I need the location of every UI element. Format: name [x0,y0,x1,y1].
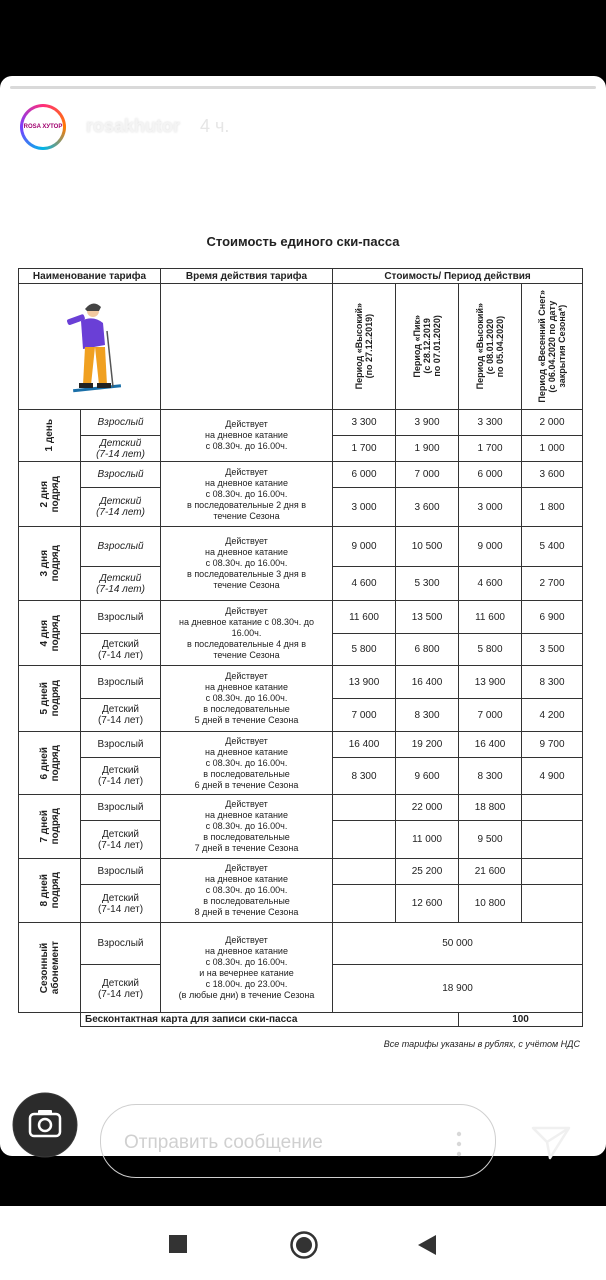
price-adult-4-4 [522,601,583,634]
price-child-7-4 [522,821,583,859]
price-child-4-4-text: 3 500 [539,644,565,655]
season-price-child-text: 18 900 [442,983,473,994]
table-row [19,859,583,885]
price-child-5-4-text: 4 200 [539,709,565,721]
price-table [18,268,583,1027]
price-child-2-2-text: 3 600 [414,501,440,513]
price-child-3-1-text: 4 600 [351,578,377,589]
type-adult-4-text: Взрослый [97,611,144,623]
table-row [19,732,583,758]
price-child-2-3 [459,488,522,527]
price-child-5-2 [396,699,459,732]
price-adult-6-4 [522,732,583,758]
tariff-name-8-text: 8 дней подряд [38,872,61,909]
price-child-2-1 [333,488,396,527]
season-type-adult-text: Взрослый [97,938,144,949]
type-adult-7-text: Взрослый [97,802,144,813]
tariff-name-3-text: 3 дня подряд [38,545,61,582]
price-child-7-1 [333,821,396,859]
tariff-desc-3 [161,527,333,601]
price-child-8-1 [333,885,396,923]
table-row [19,923,583,965]
type-child-7-text: Детский (7-14 лет) [97,828,144,851]
type-adult-8 [81,859,161,885]
price-child-1-4-text: 1 000 [539,443,565,454]
tariff-desc-7 [161,795,333,859]
price-adult-6-2-text: 19 200 [411,739,443,750]
price-child-6-1-text: 8 300 [351,770,377,782]
tariff-desc-3-text: Действует на дневное катание с 08.30ч. до 16.00ч. в последовательные 3 дня в течение Сезона [187,536,306,590]
price-adult-8-3 [459,859,522,885]
tariff-name-8 [19,859,81,923]
type-adult-7 [81,795,161,821]
card-price [459,1013,583,1027]
price-adult-7-3 [459,795,522,821]
price-child-3-4 [522,567,583,601]
price-child-5-1-text: 7 000 [351,709,377,721]
more-vertical-icon[interactable] [456,1130,462,1158]
price-adult-1-4 [522,410,583,436]
story-progress-bar [10,86,596,89]
price-child-4-2 [396,634,459,666]
price-adult-5-4-text: 8 300 [539,676,565,688]
table-row [19,462,583,488]
type-child-2 [81,488,161,527]
tariff-name-6 [19,732,81,795]
price-adult-1-3-text: 3 300 [477,417,503,428]
card-empty-cell [19,1013,81,1027]
tariff-desc-1 [161,410,333,462]
price-adult-2-1 [333,462,396,488]
tariff-name-3 [19,527,81,601]
tariff-desc-6 [161,732,333,795]
price-adult-6-3 [459,732,522,758]
price-child-8-3-text: 10 800 [474,898,506,909]
price-adult-1-1 [333,410,396,436]
price-child-3-1 [333,567,396,601]
message-placeholder: Отправить сообщение [124,1132,323,1153]
price-adult-6-4-text: 9 700 [539,739,565,750]
tariff-name-4-text: 4 дня подряд [38,614,61,652]
price-child-1-1 [333,436,396,462]
price-child-8-2 [396,885,459,923]
price-child-6-2 [396,758,459,795]
type-child-7 [81,821,161,859]
skier-illustration-cell [19,284,161,410]
type-child-6 [81,758,161,795]
price-adult-3-3 [459,527,522,567]
price-child-4-1-text: 5 800 [351,644,377,655]
tariff-desc-8-text: Действует на дневное катание с 08.30ч. до 16.00ч. в последовательные 8 дней в течение Сезона [194,863,299,917]
price-adult-8-1 [333,859,396,885]
price-adult-1-3 [459,410,522,436]
price-child-5-3 [459,699,522,732]
type-child-3 [81,567,161,601]
price-child-5-3-text: 7 000 [477,709,503,721]
price-child-5-4 [522,699,583,732]
price-adult-7-1 [333,795,396,821]
price-adult-2-3-text: 6 000 [477,469,503,480]
season-name-text: Сезонный абонемент [38,940,61,995]
tariff-desc-8 [161,859,333,923]
price-adult-5-1-text: 13 900 [348,676,380,688]
tariff-name-2-text: 2 дня подряд [38,475,61,513]
price-adult-8-2 [396,859,459,885]
type-adult-3 [81,527,161,567]
type-child-5 [81,699,161,732]
price-adult-8-4 [522,859,583,885]
season-type-child-text: Детский (7-14 лет) [97,977,144,1000]
header-cost: Стоимость/ Период действия [333,269,583,284]
price-adult-8-3-text: 21 600 [474,866,506,877]
price-child-4-4 [522,634,583,666]
tariff-name-4 [19,601,81,666]
tariff-name-7 [19,795,81,859]
price-adult-1-1-text: 3 300 [351,417,377,428]
type-child-1 [81,436,161,462]
price-adult-6-2 [396,732,459,758]
circle-home-icon[interactable] [289,1230,319,1260]
type-adult-5 [81,666,161,699]
type-adult-5-text: Взрослый [97,676,144,688]
price-child-7-3-text: 9 500 [477,834,503,845]
price-adult-5-2 [396,666,459,699]
price-child-2-2 [396,488,459,527]
skier-icon [55,295,125,395]
season-name [19,923,81,1013]
price-child-2-1-text: 3 000 [351,501,377,513]
type-adult-2-text: Взрослый [97,469,144,480]
table-row [19,601,583,634]
type-child-4-text: Детский (7-14 лет) [97,638,144,661]
price-child-7-2 [396,821,459,859]
price-child-4-3-text: 5 800 [477,644,503,655]
price-adult-4-2-text: 13 500 [411,611,443,623]
price-adult-4-2 [396,601,459,634]
price-child-1-2 [396,436,459,462]
price-adult-2-2 [396,462,459,488]
period-1-label: Период «Высокий» (по 27.12.2019) [354,303,375,390]
price-adult-5-4 [522,666,583,699]
price-child-6-3 [459,758,522,795]
type-child-6-text: Детский (7-14 лет) [97,765,144,787]
price-adult-3-3-text: 9 000 [477,541,503,552]
price-child-4-2-text: 6 800 [414,644,440,655]
type-adult-4 [81,601,161,634]
price-child-7-2-text: 11 000 [412,834,442,845]
table-row [19,795,583,821]
type-child-1-text: Детский (7-14 лет) [96,437,145,460]
period-3-label: Период «Высокий» (с 08.01.2020 по 05.04.2020) [475,303,506,390]
price-child-8-4 [522,885,583,923]
camera-icon [10,1090,80,1160]
price-adult-3-2 [396,527,459,567]
price-child-1-3-text: 1 700 [477,443,503,454]
price-adult-5-2-text: 16 400 [411,676,443,688]
type-adult-3-text: Взрослый [97,541,144,552]
avatar-logo [23,107,63,147]
square-recents-icon[interactable] [168,1234,188,1254]
type-child-5-text: Детский (7-14 лет) [97,704,144,726]
type-adult-1 [81,410,161,436]
price-child-6-3-text: 8 300 [477,770,503,782]
card-price-text: 100 [512,1014,529,1025]
price-adult-4-1 [333,601,396,634]
price-adult-4-1-text: 11 600 [349,611,379,623]
price-child-3-3-text: 4 600 [477,578,503,589]
tariff-name-5 [19,666,81,732]
price-adult-1-2-text: 3 900 [414,417,440,428]
price-adult-2-4-text: 3 600 [539,469,565,480]
tariff-name-1 [19,410,81,462]
price-child-3-3 [459,567,522,601]
table-row [19,666,583,699]
price-child-6-4-text: 4 900 [539,770,565,782]
price-child-6-1 [333,758,396,795]
tariff-name-5-text: 5 дней подряд [38,680,61,717]
header-tariff: Наименование тарифа [19,269,161,284]
price-child-3-2-text: 5 300 [414,578,440,589]
price-child-6-4 [522,758,583,795]
period-header-row [19,284,583,410]
season-type-adult [81,923,161,965]
price-adult-2-4 [522,462,583,488]
tariff-desc-4 [161,601,333,666]
card-label [81,1013,459,1027]
price-adult-2-1-text: 6 000 [351,469,377,480]
tariff-desc-5 [161,666,333,732]
price-adult-2-2-text: 7 000 [414,469,440,480]
table-row [19,527,583,567]
table-row [19,410,583,436]
price-adult-7-2-text: 22 000 [411,802,443,813]
price-child-2-4-text: 1 800 [539,501,565,513]
price-child-6-2-text: 9 600 [414,770,440,782]
story-frame [0,76,606,1156]
type-child-8-text: Детский (7-14 лет) [97,892,144,915]
price-adult-4-3-text: 11 600 [475,611,505,623]
price-child-3-4-text: 2 700 [539,578,565,589]
tariff-desc-1-text: Действует на дневное катание с 08.30ч. до 16.00ч. [205,419,288,451]
price-child-1-3 [459,436,522,462]
price-adult-7-3-text: 18 800 [474,802,506,813]
season-price-adult-text: 50 000 [442,938,473,949]
price-adult-5-3-text: 13 900 [474,676,506,688]
period-3 [459,284,522,410]
vat-note: Все тарифы указаны в рублях, с учётом НДС [383,1039,580,1049]
price-adult-3-4 [522,527,583,567]
price-adult-6-3-text: 16 400 [474,739,506,750]
period-2 [396,284,459,410]
tariff-desc-6-text: Действует на дневное катание с 08.30ч. до 16.00ч. в последовательные 6 дней в течение Сезона [194,735,299,790]
price-adult-4-4-text: 6 900 [539,611,565,623]
type-adult-2 [81,462,161,488]
price-adult-3-1 [333,527,396,567]
price-child-8-2-text: 12 600 [411,898,443,909]
empty-time-cell [161,284,333,410]
price-adult-3-2-text: 10 500 [411,541,443,552]
header-time: Время действия тарифа [161,269,333,284]
tariff-desc-4-text: Действует на дневное катание с 08.30ч. до 16.00ч. в последовательные 4 дня в течение Сезона [179,605,314,660]
type-adult-1-text: Взрослый [97,417,144,428]
season-type-child [81,965,161,1013]
avatar-logo-text: ROSA ХУТОР [23,124,63,130]
triangle-back-icon[interactable] [416,1233,438,1257]
send-icon[interactable] [530,1122,572,1162]
tariff-desc-7-text: Действует на дневное катание с 08.30ч. до 16.00ч. в последовательные 7 дней в течение Сезона [194,799,299,853]
type-child-8 [81,885,161,923]
tariff-name-6-text: 6 дней подряд [38,744,61,782]
type-child-2-text: Детский (7-14 лет) [96,496,145,518]
camera-button[interactable] [10,1090,80,1160]
price-child-1-4 [522,436,583,462]
price-child-3-2 [396,567,459,601]
season-price-adult [333,923,583,965]
price-adult-1-4-text: 2 000 [539,417,565,428]
story-time: 4 ч. [200,116,230,136]
price-adult-6-1 [333,732,396,758]
price-adult-8-2-text: 25 200 [411,866,443,877]
period-1 [333,284,396,410]
period-2-label: Период «Пик» (с 28.12.2019 по 07.01.2020) [412,315,443,378]
price-adult-1-2 [396,410,459,436]
season-price-child [333,965,583,1013]
document-title: Стоимость единого ски-пасса [206,234,400,249]
season-desc-text: Действует на дневное катание с 08.30ч. до 16.00ч. и на вечернее катание с 18.00ч. до 23.00ч. (в любые дни) в течение Сезона [178,934,315,1000]
price-child-4-3 [459,634,522,666]
type-adult-6 [81,732,161,758]
type-adult-6-text: Взрослый [97,739,144,750]
tariff-name-7-text: 7 дней подряд [38,808,61,845]
type-child-4 [81,634,161,666]
price-adult-5-3 [459,666,522,699]
period-4 [522,284,583,410]
price-child-1-2-text: 1 900 [414,443,440,454]
price-adult-6-1-text: 16 400 [348,739,380,750]
price-adult-4-3 [459,601,522,634]
card-label-text: Бесконтактная карта для записи ски-пасса [85,1014,298,1025]
price-child-4-1 [333,634,396,666]
type-adult-8-text: Взрослый [97,866,144,877]
avatar[interactable] [20,104,66,150]
price-adult-3-4-text: 5 400 [539,541,565,552]
price-child-5-2-text: 8 300 [414,709,440,721]
price-adult-2-3 [459,462,522,488]
android-nav-bar [0,1206,606,1280]
story-username[interactable]: rosakhutor [86,116,181,136]
season-desc [161,923,333,1013]
price-adult-7-2 [396,795,459,821]
tariff-name-1-text: 1 день [44,419,55,452]
tariff-desc-2-text: Действует на дневное катание с 08.30ч. до 16.00ч. в последовательные 2 дня в течение Сезона [187,466,306,521]
table-header-row [19,269,583,284]
price-child-5-1 [333,699,396,732]
price-adult-7-4 [522,795,583,821]
table-row [19,1013,583,1027]
period-4-label: Период «Весенний Снег» (с 06.04.2020 по дату закрытия Сезона*) [537,290,568,403]
price-adult-5-1 [333,666,396,699]
tariff-desc-5-text: Действует на дневное катание с 08.30ч. до 16.00ч. в последовательные 5 дней в течение Сезона [194,671,299,725]
tariff-desc-2 [161,462,333,527]
tariff-name-2 [19,462,81,527]
price-child-8-3 [459,885,522,923]
price-child-2-4 [522,488,583,527]
price-child-1-1-text: 1 700 [351,443,377,454]
price-adult-3-1-text: 9 000 [351,541,377,552]
price-child-7-3 [459,821,522,859]
type-child-3-text: Детский (7-14 лет) [96,572,145,595]
price-child-2-3-text: 3 000 [477,501,503,513]
